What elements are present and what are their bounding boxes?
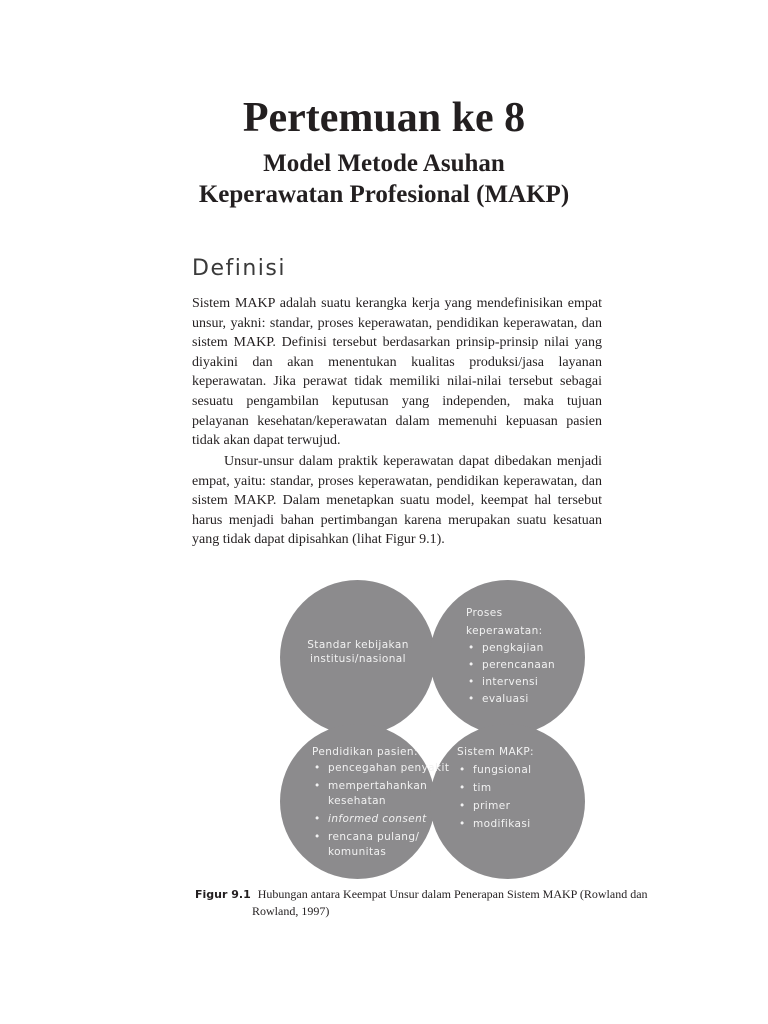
standard-line-2: institusi/nasional: [310, 653, 406, 665]
patient-education-list: [312, 761, 449, 860]
list-item: • modifikasi: [457, 815, 534, 833]
list-item: • perencanaan: [466, 657, 555, 674]
nursing-process-list: [466, 640, 555, 708]
patient-education-text: [312, 744, 449, 863]
nursing-process-head-2: keperawatan:: [466, 625, 543, 637]
caption-text-2: Rowland, 1997): [252, 904, 330, 918]
list-item-line: kesehatan: [328, 795, 386, 807]
subtitle-line-2: Keperawatan Profesional (MAKP): [198, 181, 570, 208]
makp-system-list: [457, 761, 534, 833]
paragraph-elements: Unsur-unsur dalam praktik keperawatan dapat dibedakan menjadi empat, yaitu: standar, proses keperawatan, pendidikan keperawatan, dan sistem MAKP. Dalam menetapkan suatu model, keempat hal tersebut harus menjadi bahan pertimbangan karena merupakan suatu kesatuan yang tidak dapat dipisahkan (lihat Figur 9.1).: [192, 454, 602, 548]
figure-caption: [195, 886, 665, 919]
list-item: • intervensi: [466, 674, 555, 691]
list-item: • tim: [457, 779, 534, 797]
makp-system-head: Sistem MAKP:: [457, 746, 534, 758]
section-heading: Definisi: [192, 256, 286, 281]
list-item-line: mempertahankan: [328, 780, 428, 792]
list-item: [312, 779, 449, 809]
list-item-line: rencana pulang/: [328, 831, 420, 843]
standard-text: [298, 638, 418, 666]
list-item: • primer: [457, 797, 534, 815]
makp-diagram: [280, 580, 586, 876]
nursing-process-head-1: Proses: [466, 607, 503, 619]
list-item: • informed consent: [312, 812, 449, 827]
list-item: • pengkajian: [466, 640, 555, 657]
makp-system-text: [457, 744, 534, 833]
caption-text-1: Hubungan antara Keempat Unsur dalam Penerapan Sistem MAKP (Rowland dan: [257, 887, 648, 901]
standard-line-1: Standar kebijakan: [307, 639, 409, 651]
subtitle-line-1: Model Metode Asuhan: [263, 150, 505, 177]
nursing-process-text: [466, 604, 555, 708]
list-item-line: komunitas: [328, 846, 387, 858]
list-item: • pencegahan penyakit: [312, 761, 449, 776]
paragraph-definition: Sistem MAKP adalah suatu kerangka kerja yang mendefinisikan empat unsur, yakni: standar, proses keperawatan, pendidikan keperawatan, dan sistem MAKP. Definisi tersebut berdasarkan prinsip-prinsip nilai yang diyakini dan akan menentukan kualitas produksi/jasa layanan keperawatan. Jika perawat tidak memiliki nilai-nilai tersebut sebagai sesuatu pengambilan keputusan yang independen, maka tujuan pelayanan kesehatan/keperawatan dalam memenuhi kepuasan pasien tidak akan dapat terwujud.: [192, 296, 602, 449]
caption-label: Figur 9.1: [195, 888, 251, 901]
list-item: • fungsional: [457, 761, 534, 779]
patient-education-head: Pendidikan pasien:: [312, 746, 418, 758]
list-item: [312, 830, 449, 860]
page-subtitle: [0, 148, 768, 210]
list-item: • evaluasi: [466, 691, 555, 708]
page-title: Pertemuan ke 8: [242, 95, 526, 141]
